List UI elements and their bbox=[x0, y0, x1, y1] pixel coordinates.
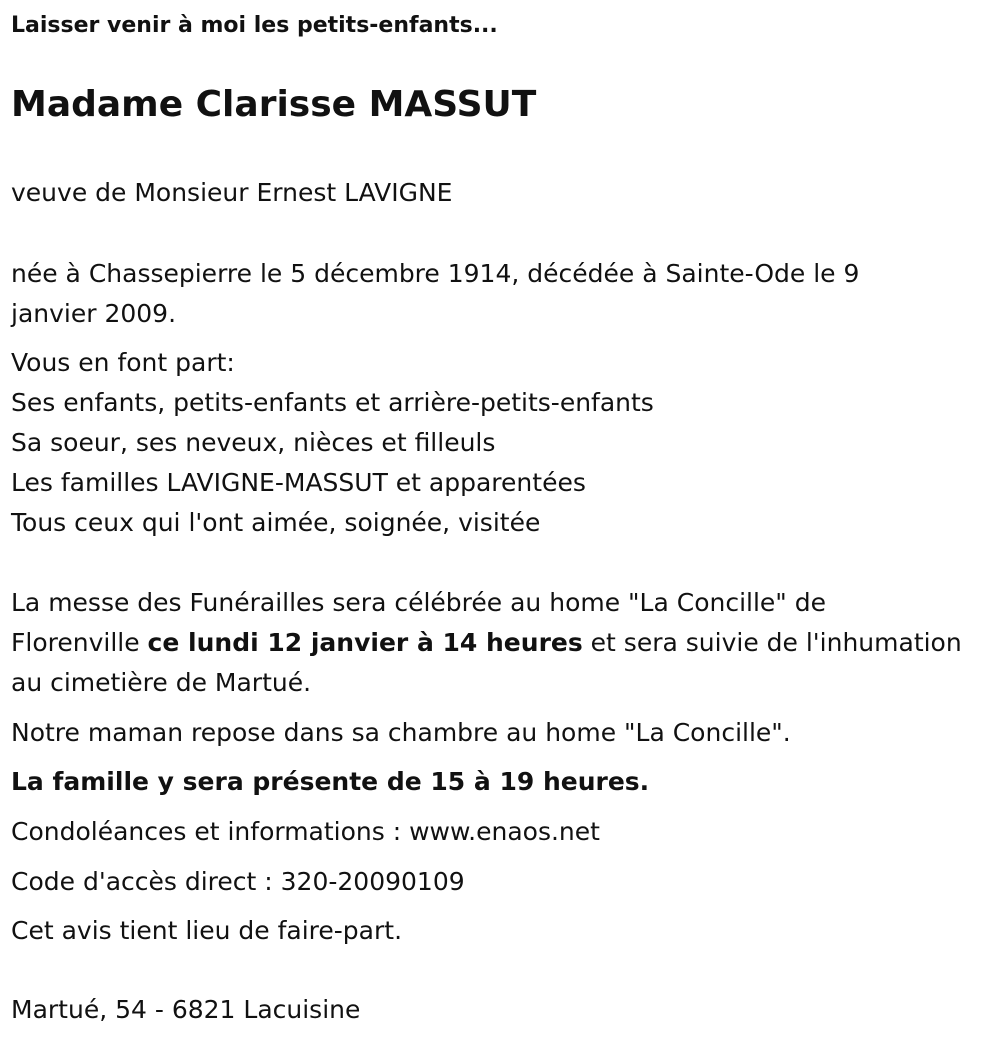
birth-death-line-1: née à Chassepierre le 5 décembre 1914, décédée à Sainte-Ode le 9 bbox=[11, 259, 860, 288]
funeral-datetime: ce lundi 12 janvier à 14 heures bbox=[147, 628, 583, 657]
announcer-line: Les familles LAVIGNE-MASSUT et apparentées bbox=[11, 468, 586, 497]
deceased-name: Madame Clarisse MASSUT bbox=[11, 84, 537, 125]
notice-text: Cet avis tient lieu de faire-part. bbox=[11, 916, 403, 945]
announcer-line: Sa soeur, ses neveux, nièces et filleuls bbox=[11, 428, 496, 457]
epigraph: Laisser venir à moi les petits-enfants... bbox=[11, 13, 498, 38]
access-code: Code d'accès direct : 320-20090109 bbox=[11, 867, 465, 896]
rest-place: Notre maman repose dans sa chambre au home "La Concille". bbox=[11, 718, 791, 747]
spouse-line: veuve de Monsieur Ernest LAVIGNE bbox=[11, 178, 453, 207]
funeral-line-2 bbox=[11, 623, 962, 663]
family-presence: La famille y sera présente de 15 à 19 heures. bbox=[11, 767, 650, 796]
announcer-line: Tous ceux qui l'ont aimée, soignée, visitée bbox=[11, 508, 541, 537]
funeral-line-3: au cimetière de Martué. bbox=[11, 668, 312, 697]
announcer-line: Ses enfants, petits-enfants et arrière-petits-enfants bbox=[11, 388, 654, 417]
birth-death-line-2: janvier 2009. bbox=[11, 299, 177, 328]
condolences-info: Condoléances et informations : www.enaos.net bbox=[11, 817, 600, 846]
announcers-intro: Vous en font part: bbox=[11, 348, 235, 377]
funeral-burial-text: et sera suivie de l'inhumation bbox=[582, 628, 962, 657]
funeral-line-1: La messe des Funérailles sera célébrée au home "La Concille" de bbox=[11, 588, 826, 617]
funeral-location-text: Florenville bbox=[11, 628, 148, 657]
address: Martué, 54 - 6821 Lacuisine bbox=[11, 995, 361, 1024]
